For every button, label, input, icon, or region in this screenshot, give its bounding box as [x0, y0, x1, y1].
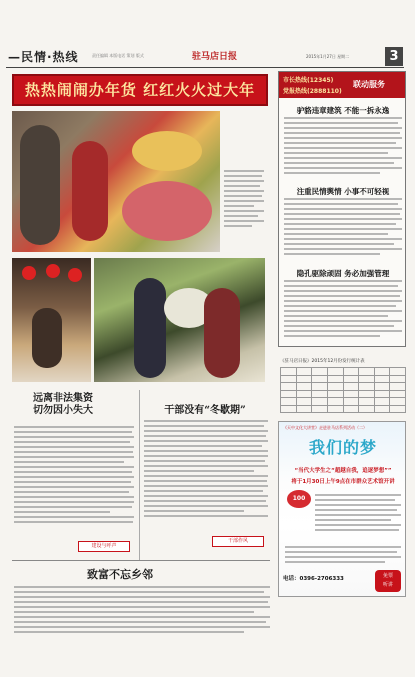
vegetable-vendor-photo	[94, 258, 265, 382]
lecture-advertisement	[278, 421, 406, 597]
free-admission-badge	[375, 570, 401, 592]
section-title: —民情·热线	[8, 50, 79, 64]
section-divider	[12, 560, 270, 561]
paper-name: 驻马店日报	[192, 52, 238, 62]
article-title-line: 切勿因小失大	[33, 405, 93, 416]
badge-line: 免票	[382, 573, 393, 579]
mayor-hotline-label: 市长热线(12345)	[283, 77, 334, 84]
ad-topic: “当代大学生之“超越自我，追逐梦想””	[294, 468, 392, 474]
service-label: 联动服务	[353, 80, 385, 89]
lantern-shop-photo	[12, 258, 91, 382]
circulation-table	[280, 367, 406, 413]
article-body	[14, 426, 134, 526]
editor-line: 责任编辑 本版电话 策划 版式	[92, 53, 144, 58]
ad-details	[315, 494, 401, 534]
page-header	[6, 48, 404, 68]
hotline-panel	[278, 71, 406, 347]
ad-phone: 电话：0396-2706333	[283, 576, 344, 582]
article-title-illegal-fundraising	[18, 393, 108, 417]
party-paper-hotline-label: 党报热线(2888110)	[283, 88, 342, 95]
article-title-no-winter-break: 干部没有“冬歇期”	[164, 405, 246, 416]
article-title-line: 远离非法集资	[33, 393, 93, 404]
hotline-item-title: 驴貉违章建筑 不能一拆永逸	[296, 106, 390, 115]
article-body	[14, 586, 270, 636]
ad-top-line: 《天中文化大讲堂》走进驻马店系列活动（二）	[283, 425, 367, 430]
ad-logo: 100	[287, 490, 311, 508]
article-body	[144, 420, 268, 520]
article-title-prosper-with-neighbors: 致富不忘乡邻	[87, 568, 153, 581]
ad-schedule: 将于1月30日上午9点在市群众艺术馆开讲	[291, 479, 395, 485]
ad-body	[285, 546, 401, 566]
hotline-item-body	[284, 198, 402, 258]
hotline-item-title: 隐孔驱除顽固 务必加强管理	[296, 269, 390, 278]
hotline-header	[279, 72, 405, 98]
hotline-item-body	[284, 117, 402, 177]
photo-banner-headline: 热热闹闹办年货 红红火火过大年	[12, 74, 268, 106]
hotline-item-title: 注重民情舆情 小事不可轻视	[296, 187, 390, 196]
market-photo	[12, 111, 220, 252]
hotline-item-body	[284, 280, 402, 340]
column-divider	[139, 390, 140, 560]
issue-date: 2015年1月27日 星期二	[306, 54, 350, 59]
circulation-table-title: 《驻马店日报》2015年12月份发行统计表	[280, 359, 365, 364]
photo-caption	[224, 170, 266, 246]
page-number: 3	[385, 47, 403, 66]
article-tag: 建设与呼声	[78, 541, 130, 552]
article-tag: 干部作风	[212, 536, 264, 547]
badge-line: 听讲	[382, 582, 393, 588]
ad-slogan: 我们的梦	[308, 438, 377, 457]
